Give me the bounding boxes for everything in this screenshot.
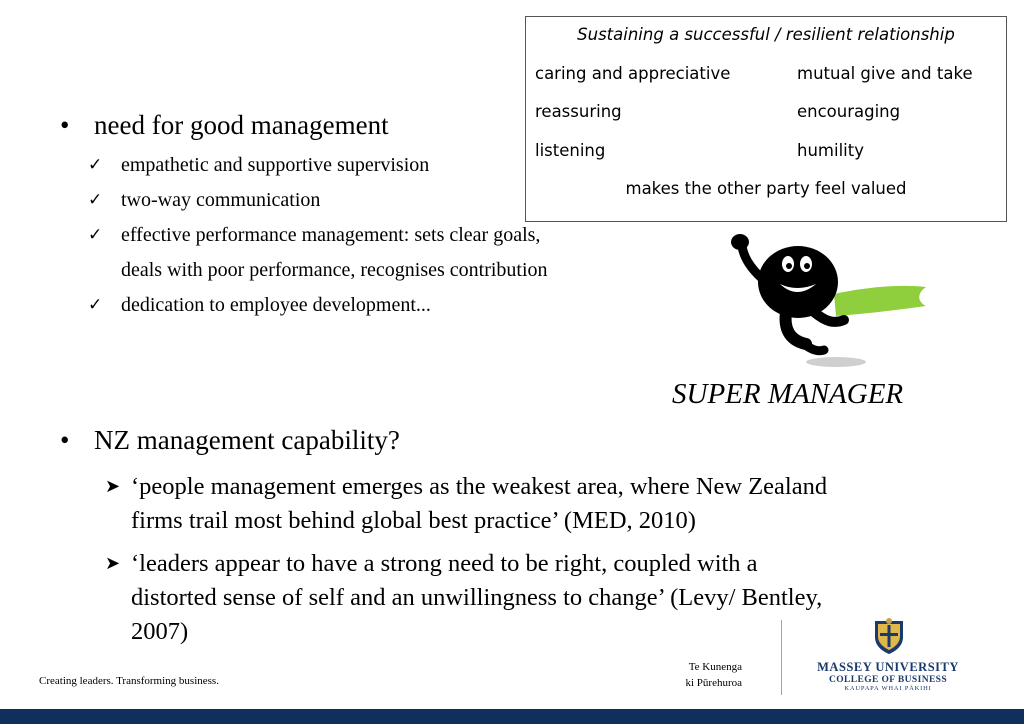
bullet-text: NZ management capability? bbox=[94, 425, 400, 455]
college-maori-name: KAUPAPA WHAI PĀKIHI bbox=[844, 685, 932, 692]
footer-bar bbox=[0, 709, 1024, 724]
box-item-left: listening bbox=[535, 141, 606, 160]
footer-divider bbox=[781, 620, 782, 695]
mascot-caption: SUPER MANAGER bbox=[672, 378, 904, 410]
check-text: dedication to employee development... bbox=[121, 294, 431, 316]
check-text: effective performance management: sets clear goals, bbox=[121, 224, 541, 246]
checkmark-icon: ✓ bbox=[88, 225, 103, 245]
college-name: COLLEGE OF BUSINESS bbox=[828, 675, 948, 685]
quote-line: distorted sense of self and an unwillingness to change’ (Levy/ Bentley, bbox=[131, 584, 823, 611]
checkmark-icon: ✓ bbox=[88, 190, 103, 210]
quote-line: 2007) bbox=[131, 618, 189, 645]
maori-name bbox=[660, 659, 742, 691]
checkmark-icon: ✓ bbox=[88, 155, 103, 175]
box-title: Sustaining a successful / resilient relationship bbox=[577, 25, 955, 44]
arrow-bullet-icon: ➤ bbox=[105, 553, 121, 574]
bullet-dot-icon: • bbox=[60, 425, 70, 455]
quote-line: ‘leaders appear to have a strong need to be right, coupled with a bbox=[131, 550, 758, 577]
quote-line: firms trail most behind global best practice’ (MED, 2010) bbox=[131, 507, 696, 534]
box-item-right: humility bbox=[797, 141, 864, 160]
bullet-dot-icon: • bbox=[60, 110, 70, 140]
box-item-left: caring and appreciative bbox=[535, 64, 731, 83]
relationship-box bbox=[525, 16, 1007, 222]
check-text: two-way communication bbox=[121, 189, 321, 211]
maori-line: Te Kunenga bbox=[688, 661, 742, 673]
box-item-right: encouraging bbox=[797, 102, 901, 121]
box-item-right: mutual give and take bbox=[797, 64, 973, 83]
superhero-mascot-icon bbox=[726, 232, 932, 372]
bullet-text: need for good management bbox=[94, 110, 389, 140]
quote-line: ‘people management emerges as the weakest area, where New Zealand bbox=[131, 473, 828, 500]
maori-line: ki Pūrehuroa bbox=[685, 677, 742, 689]
box-footer: makes the other party feel valued bbox=[625, 179, 907, 198]
university-name: MASSEY UNIVERSITY bbox=[817, 660, 959, 674]
checkmark-icon: ✓ bbox=[88, 295, 103, 315]
university-crest-icon bbox=[872, 617, 906, 655]
check-text: empathetic and supportive supervision bbox=[121, 154, 430, 176]
footer-tagline: Creating leaders. Transforming business. bbox=[39, 675, 219, 687]
check-text: deals with poor performance, recognises contribution bbox=[121, 259, 548, 281]
university-logo bbox=[798, 660, 978, 692]
quote-item bbox=[105, 547, 1005, 651]
box-item-left: reassuring bbox=[535, 102, 622, 121]
quote-item bbox=[105, 470, 1005, 540]
arrow-bullet-icon: ➤ bbox=[105, 476, 121, 497]
